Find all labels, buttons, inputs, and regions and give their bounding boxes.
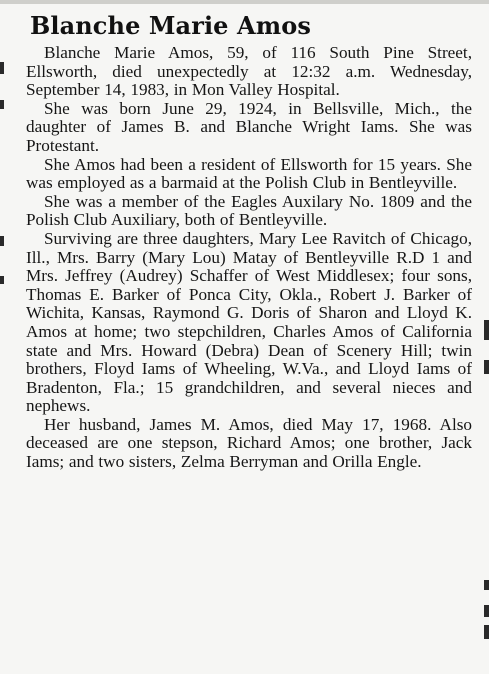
top-page-edge bbox=[0, 0, 489, 4]
obituary-paragraph-birth: She was born June 29, 1924, in Bellsville, Mich., the daughter of James B. and Blanche Wright Iams. She was Protestant. bbox=[26, 98, 472, 155]
obituary-headline: Blanche Marie Amos bbox=[30, 11, 311, 40]
obituary-paragraph-memberships: She was a member of the Eagles Auxilary No. 1809 and the Polish Club Auxiliary, both of Bentleyville. bbox=[26, 191, 472, 230]
obituary-paragraph-survivors: Surviving are three daughters, Mary Lee Ravitch of Chicago, Ill., Mrs. Barry (Mary Lou) Matay of Bentleyville R.D 1 and Mrs. Jeffrey (Audrey) Schaffer of West Middlesex; four sons, Thomas E. Barker of Ponca City, Okla., Robert J. Barker of Wichita, Kansas, Raymond G. Doris of Sharon and Lloyd K. Amos at home; two stepchildren, Charles Amos of California state and Mrs. Howard (Debra) Dean of Scenery Hill; twin brothers, Floyd Iams of Wheeling, W.Va., and Lloyd Iams of Bradenton, Fla.; 15 grandchildren, and several nieces and nephews. bbox=[26, 228, 472, 416]
obituary-paragraph-deceased: Her husband, James M. Amos, died May 17, 1968. Also deceased are one stepson, Richard Amos; one brother, Jack Iams; and two sisters, Zelma Berryman and Orilla Engle. bbox=[26, 414, 472, 472]
obituary-paragraph-residence: She Amos had been a resident of Ellsworth for 15 years. She was employed as a barmaid at the Polish Club in Bentleyville. bbox=[26, 154, 472, 193]
obituary-paragraph-death: Blanche Marie Amos, 59, of 116 South Pine Street, Ellsworth, died unexpectedly at 12:32 a.m. Wednesday, September 14, 1983, in Mon Valley Hospital. bbox=[26, 43, 472, 100]
right-column-fragment bbox=[481, 320, 489, 660]
left-column-fragment bbox=[0, 40, 6, 660]
obituary-column bbox=[20, 12, 472, 472]
